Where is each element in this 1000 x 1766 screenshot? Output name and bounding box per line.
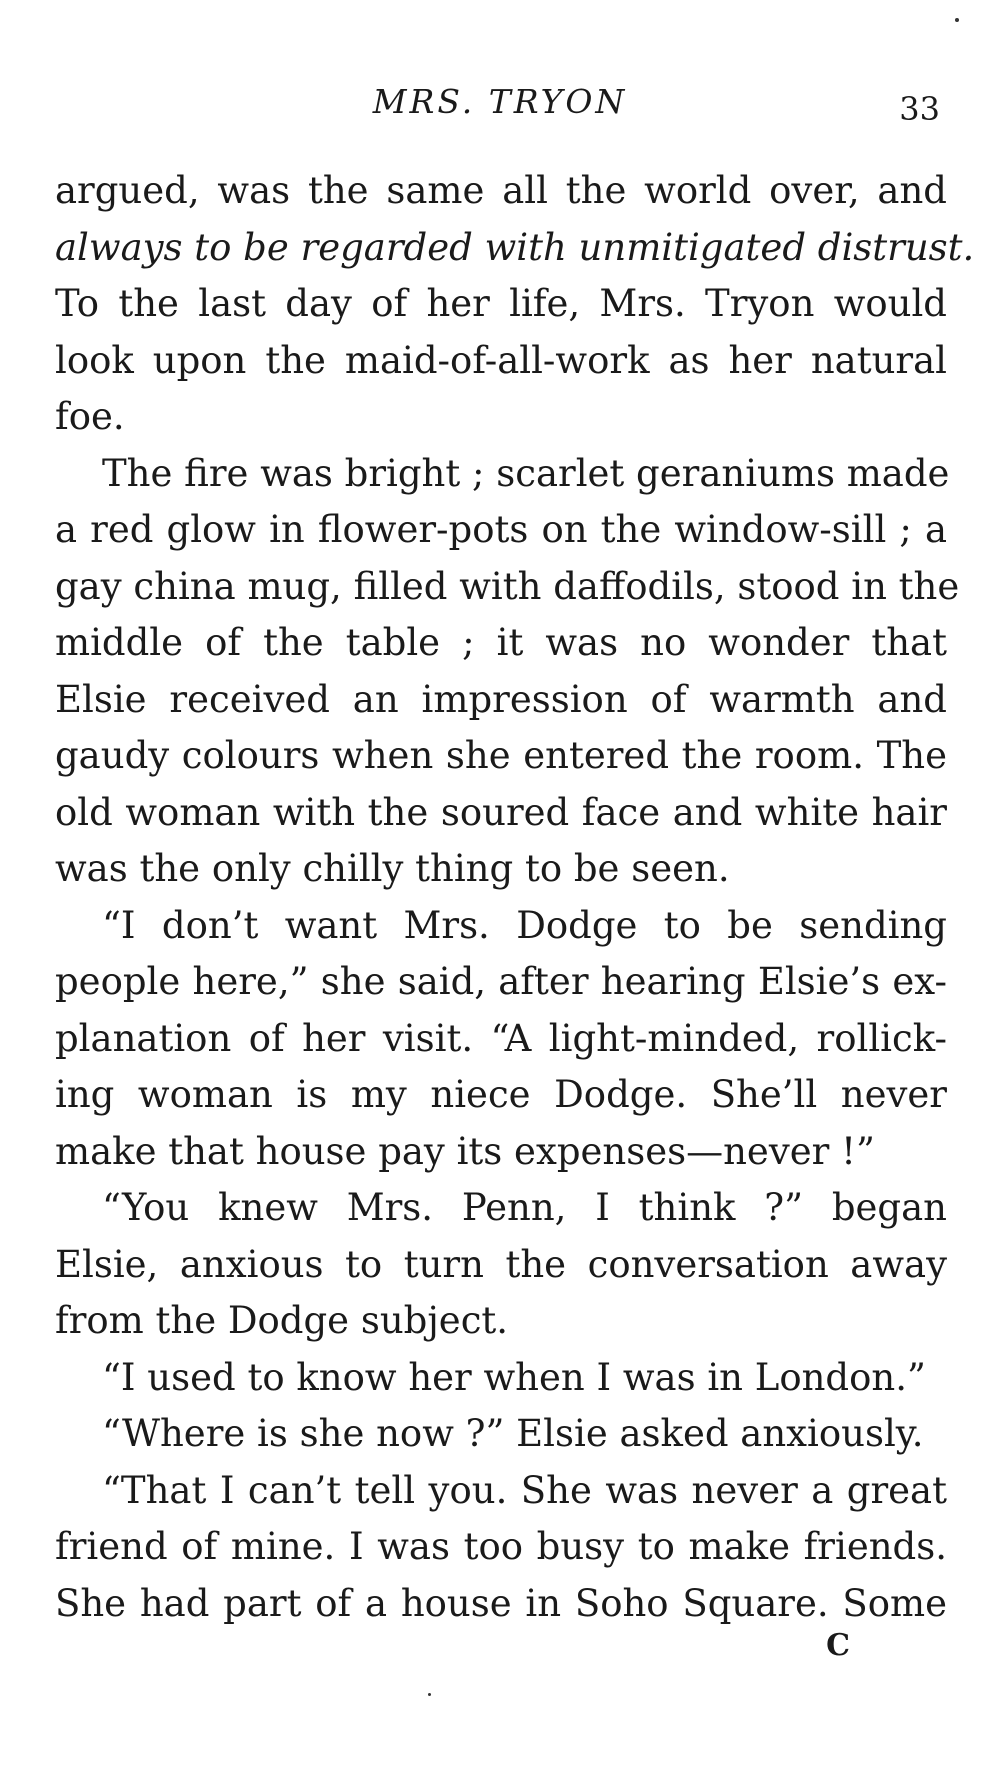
page-number: 33: [899, 90, 940, 128]
text-line: people here,” she said, after hearing Elsie’s ex-: [55, 960, 947, 1003]
text-line: “I don’t want Mrs. Dodge to be sending: [102, 903, 947, 947]
signature-mark: C: [826, 1628, 850, 1663]
text-line: a red glow in flower-pots on the window-sill ; a: [55, 508, 947, 551]
paper-speck: [955, 18, 959, 22]
text-line: “You knew Mrs. Penn, I think ?” began: [102, 1186, 947, 1229]
text-line: old woman with the soured face and white hair: [55, 790, 947, 834]
text-line: argued, was the same all the world over, and: [55, 169, 947, 212]
text-line: planation of her visit. “A light-minded, rollick-: [55, 1016, 947, 1060]
text-line: gay china mug, filled with daffodils, stood in the: [55, 564, 960, 608]
running-title: MRS. TRYON: [372, 82, 628, 121]
text-line: Elsie, anxious to turn the conversation away: [55, 1242, 947, 1286]
text-line: ing woman is my niece Dodge. She’ll never: [55, 1073, 947, 1116]
text-line: “That I can’t tell you. She was never a great: [102, 1468, 947, 1512]
text-line: “I used to know her when I was in London.”: [102, 1355, 926, 1399]
text-line: Elsie received an impression of warmth and: [55, 677, 947, 721]
text-line: look upon the maid-of-all-work as her natural: [55, 338, 947, 382]
text-line: “Where is she now ?” Elsie asked anxiously.: [102, 1412, 924, 1455]
text-line: To the last day of her life, Mrs. Tryon would: [55, 282, 947, 325]
text-line: foe.: [55, 395, 125, 438]
text-line: was the only chilly thing to be seen.: [55, 847, 730, 890]
text-line: The fire was bright ; scarlet geraniums made: [102, 451, 950, 495]
body-text: [55, 163, 975, 1632]
text-line: always to be regarded with unmitigated distrust.: [55, 225, 975, 269]
paper-speck: [428, 1693, 431, 1696]
text-line: She had part of a house in Soho Square. Some: [55, 1581, 947, 1625]
text-line: middle of the table ; it was no wonder that: [55, 621, 947, 664]
running-head: [0, 82, 1000, 132]
text-line: gaudy colours when she entered the room. The: [55, 734, 947, 777]
text-line: friend of mine. I was too busy to make friends.: [55, 1525, 947, 1568]
text-line: from the Dodge subject.: [55, 1299, 509, 1342]
text-line: make that house pay its expenses—never !”: [55, 1129, 875, 1173]
